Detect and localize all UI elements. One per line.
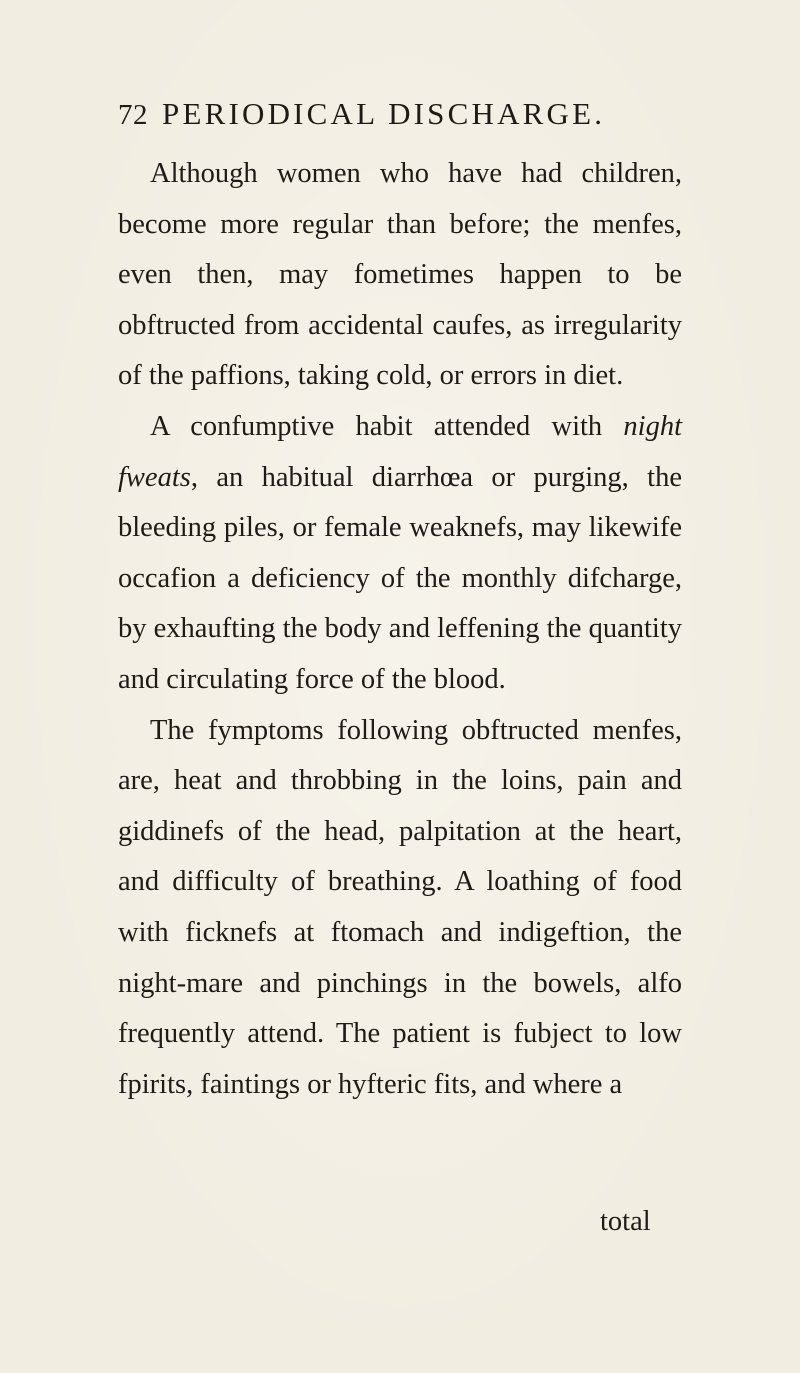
paragraph-2-rest: , an habitual diarrhœa or purging, the bleeding piles, or female weaknefs, may likewife occafion a deficiency of the monthly difcharge, by exhaufting the body and leffening the quantity and circulating force of the blood. — [118, 461, 682, 695]
paragraph-2 — [118, 402, 682, 706]
catchword: total — [600, 1206, 651, 1237]
paragraph-3: The fymptoms following obftructed menfes, are, heat and throbbing in the loins, pain and giddinefs of the head, palpitation at the heart, and difficulty of breathing. A loathing of food with ficknefs at ftomach and indigeftion, the night-mare and pinchings in the bowels, alfo frequently attend. The patient is fubject to low fpirits, faintings or hyfteric fits, and where a — [118, 714, 682, 1100]
body-text — [118, 149, 682, 1110]
page-number: 72 — [118, 99, 148, 131]
paragraph-2-start: A confumptive habit attended with — [150, 410, 624, 442]
running-head: PERIODICAL DISCHARGE. — [162, 96, 606, 131]
paragraph-1: Although women who have had children, become more regular than before; the menfes, even then, may fometimes happen to be obftructed from accidental caufes, as irregularity of the paffions, taking cold, or errors in diet. — [118, 158, 682, 392]
italic-phrase: night fweats — [118, 410, 682, 493]
page-header — [118, 96, 718, 146]
